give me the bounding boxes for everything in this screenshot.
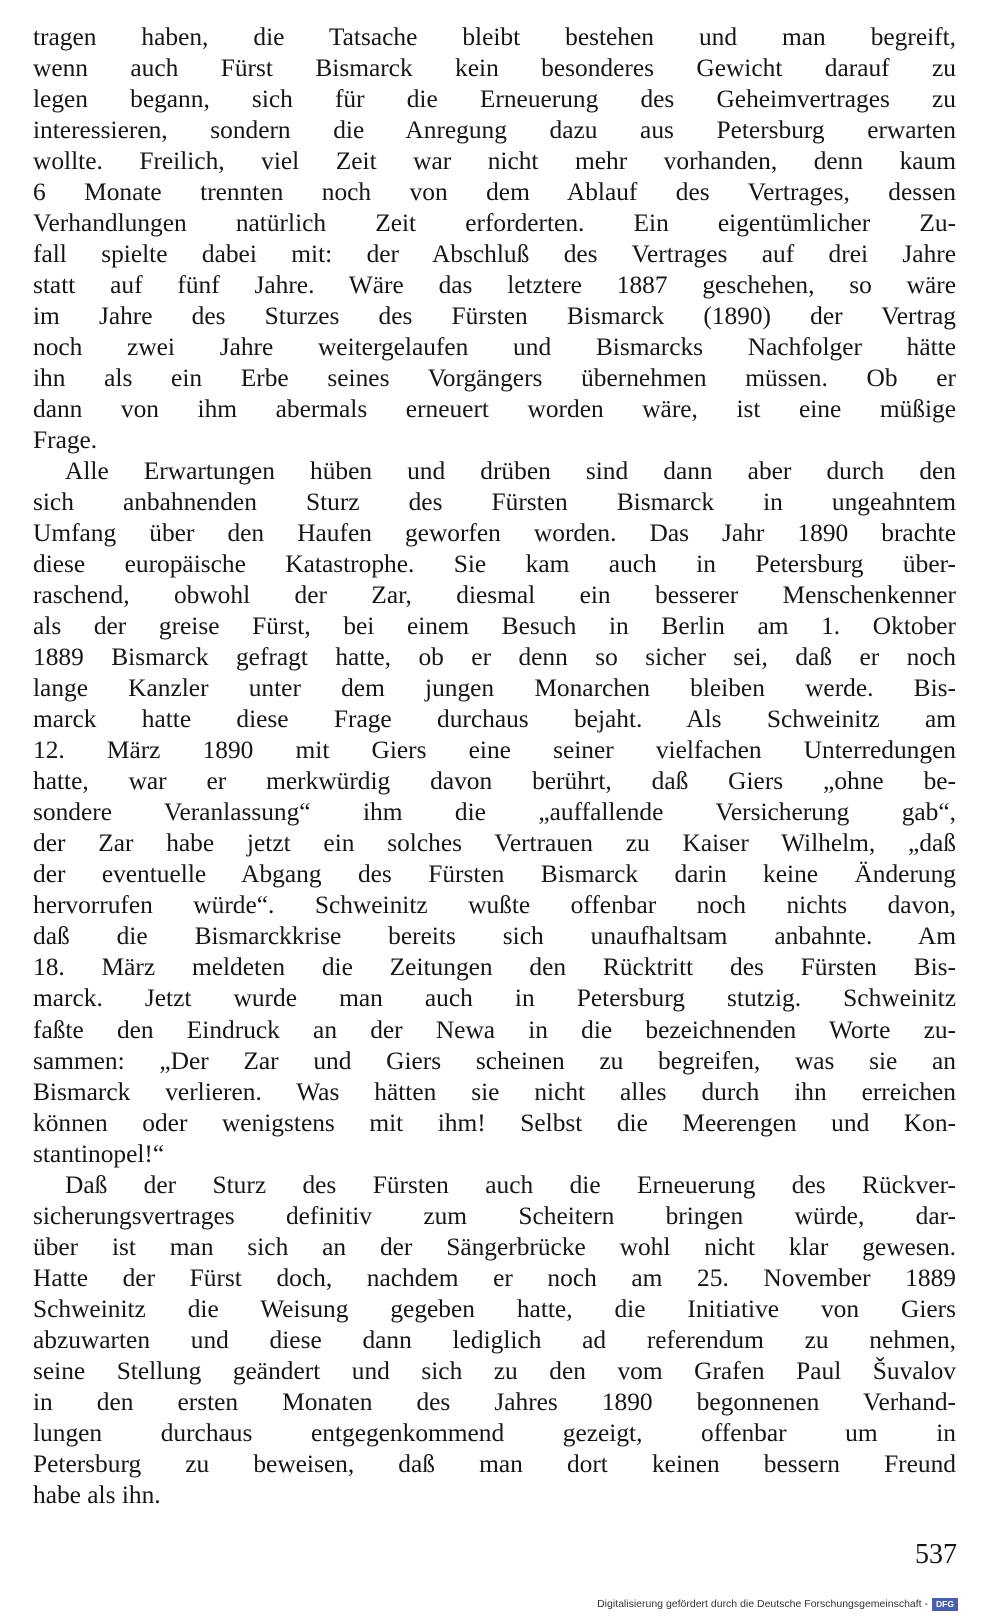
text-line: habe als ihn. xyxy=(33,1480,161,1509)
text-line: abzuwarten und diese dann lediglich ad referendum zu nehmen, xyxy=(33,1325,956,1354)
text-line: Alle Erwartungen hüben und drüben sind dann aber durch den xyxy=(65,457,956,486)
text-line: 12. März 1890 mit Giers eine seiner vielfachen Unterredungen xyxy=(33,736,956,765)
text-line: sicherungsvertrages definitiv zum Scheitern bringen würde, dar- xyxy=(33,1201,956,1230)
text-line: legen begann, sich für die Erneuerung des Geheimvertrages zu xyxy=(33,85,956,114)
text-line: Hatte der Fürst doch, nachdem er noch am 25. November 1889 xyxy=(33,1263,956,1292)
text-line: der eventuelle Abgang des Fürsten Bismarck darin keine Änderung xyxy=(33,860,956,889)
text-line: noch zwei Jahre weitergelaufen und Bismarcks Nachfolger hätte xyxy=(33,333,956,362)
text-line: stantinopel!“ xyxy=(33,1139,165,1168)
digitization-footer xyxy=(597,1596,958,1612)
text-line: im Jahre des Sturzes des Fürsten Bismarck (1890) der Vertrag xyxy=(33,302,956,331)
text-line: Umfang über den Haufen geworfen worden. Das Jahr 1890 brachte xyxy=(33,519,956,548)
text-line: können oder wenigstens mit ihm! Selbst die Meerengen und Kon- xyxy=(33,1108,956,1137)
text-line: in den ersten Monaten des Jahres 1890 begonnenen Verhand- xyxy=(33,1387,956,1416)
text-line: marck hatte diese Frage durchaus bejaht. Als Schweinitz am xyxy=(33,705,956,734)
text-line: raschend, obwohl der Zar, diesmal ein besserer Menschenkenner xyxy=(33,581,956,610)
text-line: seine Stellung geändert und sich zu den vom Grafen Paul Šuvalov xyxy=(33,1356,956,1385)
text-line: 6 Monate trennten noch von dem Ablauf des Vertrages, dessen xyxy=(33,178,956,207)
text-line: sammen: „Der Zar und Giers scheinen zu begreifen, was sie an xyxy=(33,1046,956,1075)
body-text xyxy=(33,22,956,1511)
text-line: als der greise Fürst, bei einem Besuch in Berlin am 1. Oktober xyxy=(33,612,956,641)
text-line: Frage. xyxy=(33,426,98,455)
text-line: lungen durchaus entgegenkommend gezeigt, offenbar um in xyxy=(33,1418,956,1447)
text-line: wollte. Freilich, viel Zeit war nicht mehr vorhanden, denn kaum xyxy=(33,147,956,176)
text-line: diese europäische Katastrophe. Sie kam auch in Petersburg über- xyxy=(33,550,956,579)
text-line: sich anbahnenden Sturz des Fürsten Bismarck in ungeahntem xyxy=(33,488,956,517)
text-line: wenn auch Fürst Bismarck kein besonderes Gewicht darauf zu xyxy=(33,54,956,83)
text-line: tragen haben, die Tatsache bleibt bestehen und man begreift, xyxy=(33,23,956,51)
text-line: lange Kanzler unter dem jungen Monarchen bleiben werde. Bis- xyxy=(33,674,956,703)
text-line: statt auf fünf Jahre. Wäre das letztere 1887 geschehen, so wäre xyxy=(33,271,956,300)
text-line: hatte, war er merkwürdig davon berührt, daß Giers „ohne be- xyxy=(33,767,956,796)
text-line: sondere Veranlassung“ ihm die „auffallende Versicherung gab“, xyxy=(33,798,956,827)
text-line: ihn als ein Erbe seines Vorgängers übernehmen müssen. Ob er xyxy=(33,364,956,393)
text-line: faßte den Eindruck an der Newa in die bezeichnenden Worte zu- xyxy=(33,1015,956,1044)
text-line: über ist man sich an der Sängerbrücke wohl nicht klar gewesen. xyxy=(33,1232,956,1261)
footer-credit-text: Digitalisierung gefördert durch die Deutsche Forschungsgemeinschaft - xyxy=(597,1598,928,1610)
text-line: fall spielte dabei mit: der Abschluß des Vertrages auf drei Jahre xyxy=(33,240,956,269)
text-line: interessieren, sondern die Anregung dazu aus Petersburg erwarten xyxy=(33,116,956,145)
text-line: hervorrufen würde“. Schweinitz wußte offenbar noch nichts davon, xyxy=(33,891,956,920)
page-number: 537 xyxy=(915,1539,957,1570)
text-line: Schweinitz die Weisung gegeben hatte, die Initiative von Giers xyxy=(33,1294,956,1323)
text-line: Daß der Sturz des Fürsten auch die Erneuerung des Rückver- xyxy=(65,1170,956,1199)
text-line: marck. Jetzt wurde man auch in Petersburg stutzig. Schweinitz xyxy=(33,984,956,1013)
text-line: Bismarck verlieren. Was hätten sie nicht alles durch ihn erreichen xyxy=(33,1077,956,1106)
text-line: 1889 Bismarck gefragt hatte, ob er denn so sicher sei, daß er noch xyxy=(33,643,956,672)
text-line: Verhandlungen natürlich Zeit erforderten. Ein eigentümlicher Zu- xyxy=(33,209,956,238)
dfg-logo-icon: DFG xyxy=(932,1598,958,1611)
text-line: dann von ihm abermals erneuert worden wäre, ist eine müßige xyxy=(33,395,956,424)
text-line: der Zar habe jetzt ein solches Vertrauen zu Kaiser Wilhelm, „daß xyxy=(33,829,956,858)
text-line: 18. März meldeten die Zeitungen den Rücktritt des Fürsten Bis- xyxy=(33,953,956,982)
text-line: Petersburg zu beweisen, daß man dort keinen bessern Freund xyxy=(33,1449,956,1478)
text-line: daß die Bismarckkrise bereits sich unaufhaltsam anbahnte. Am xyxy=(33,922,956,951)
